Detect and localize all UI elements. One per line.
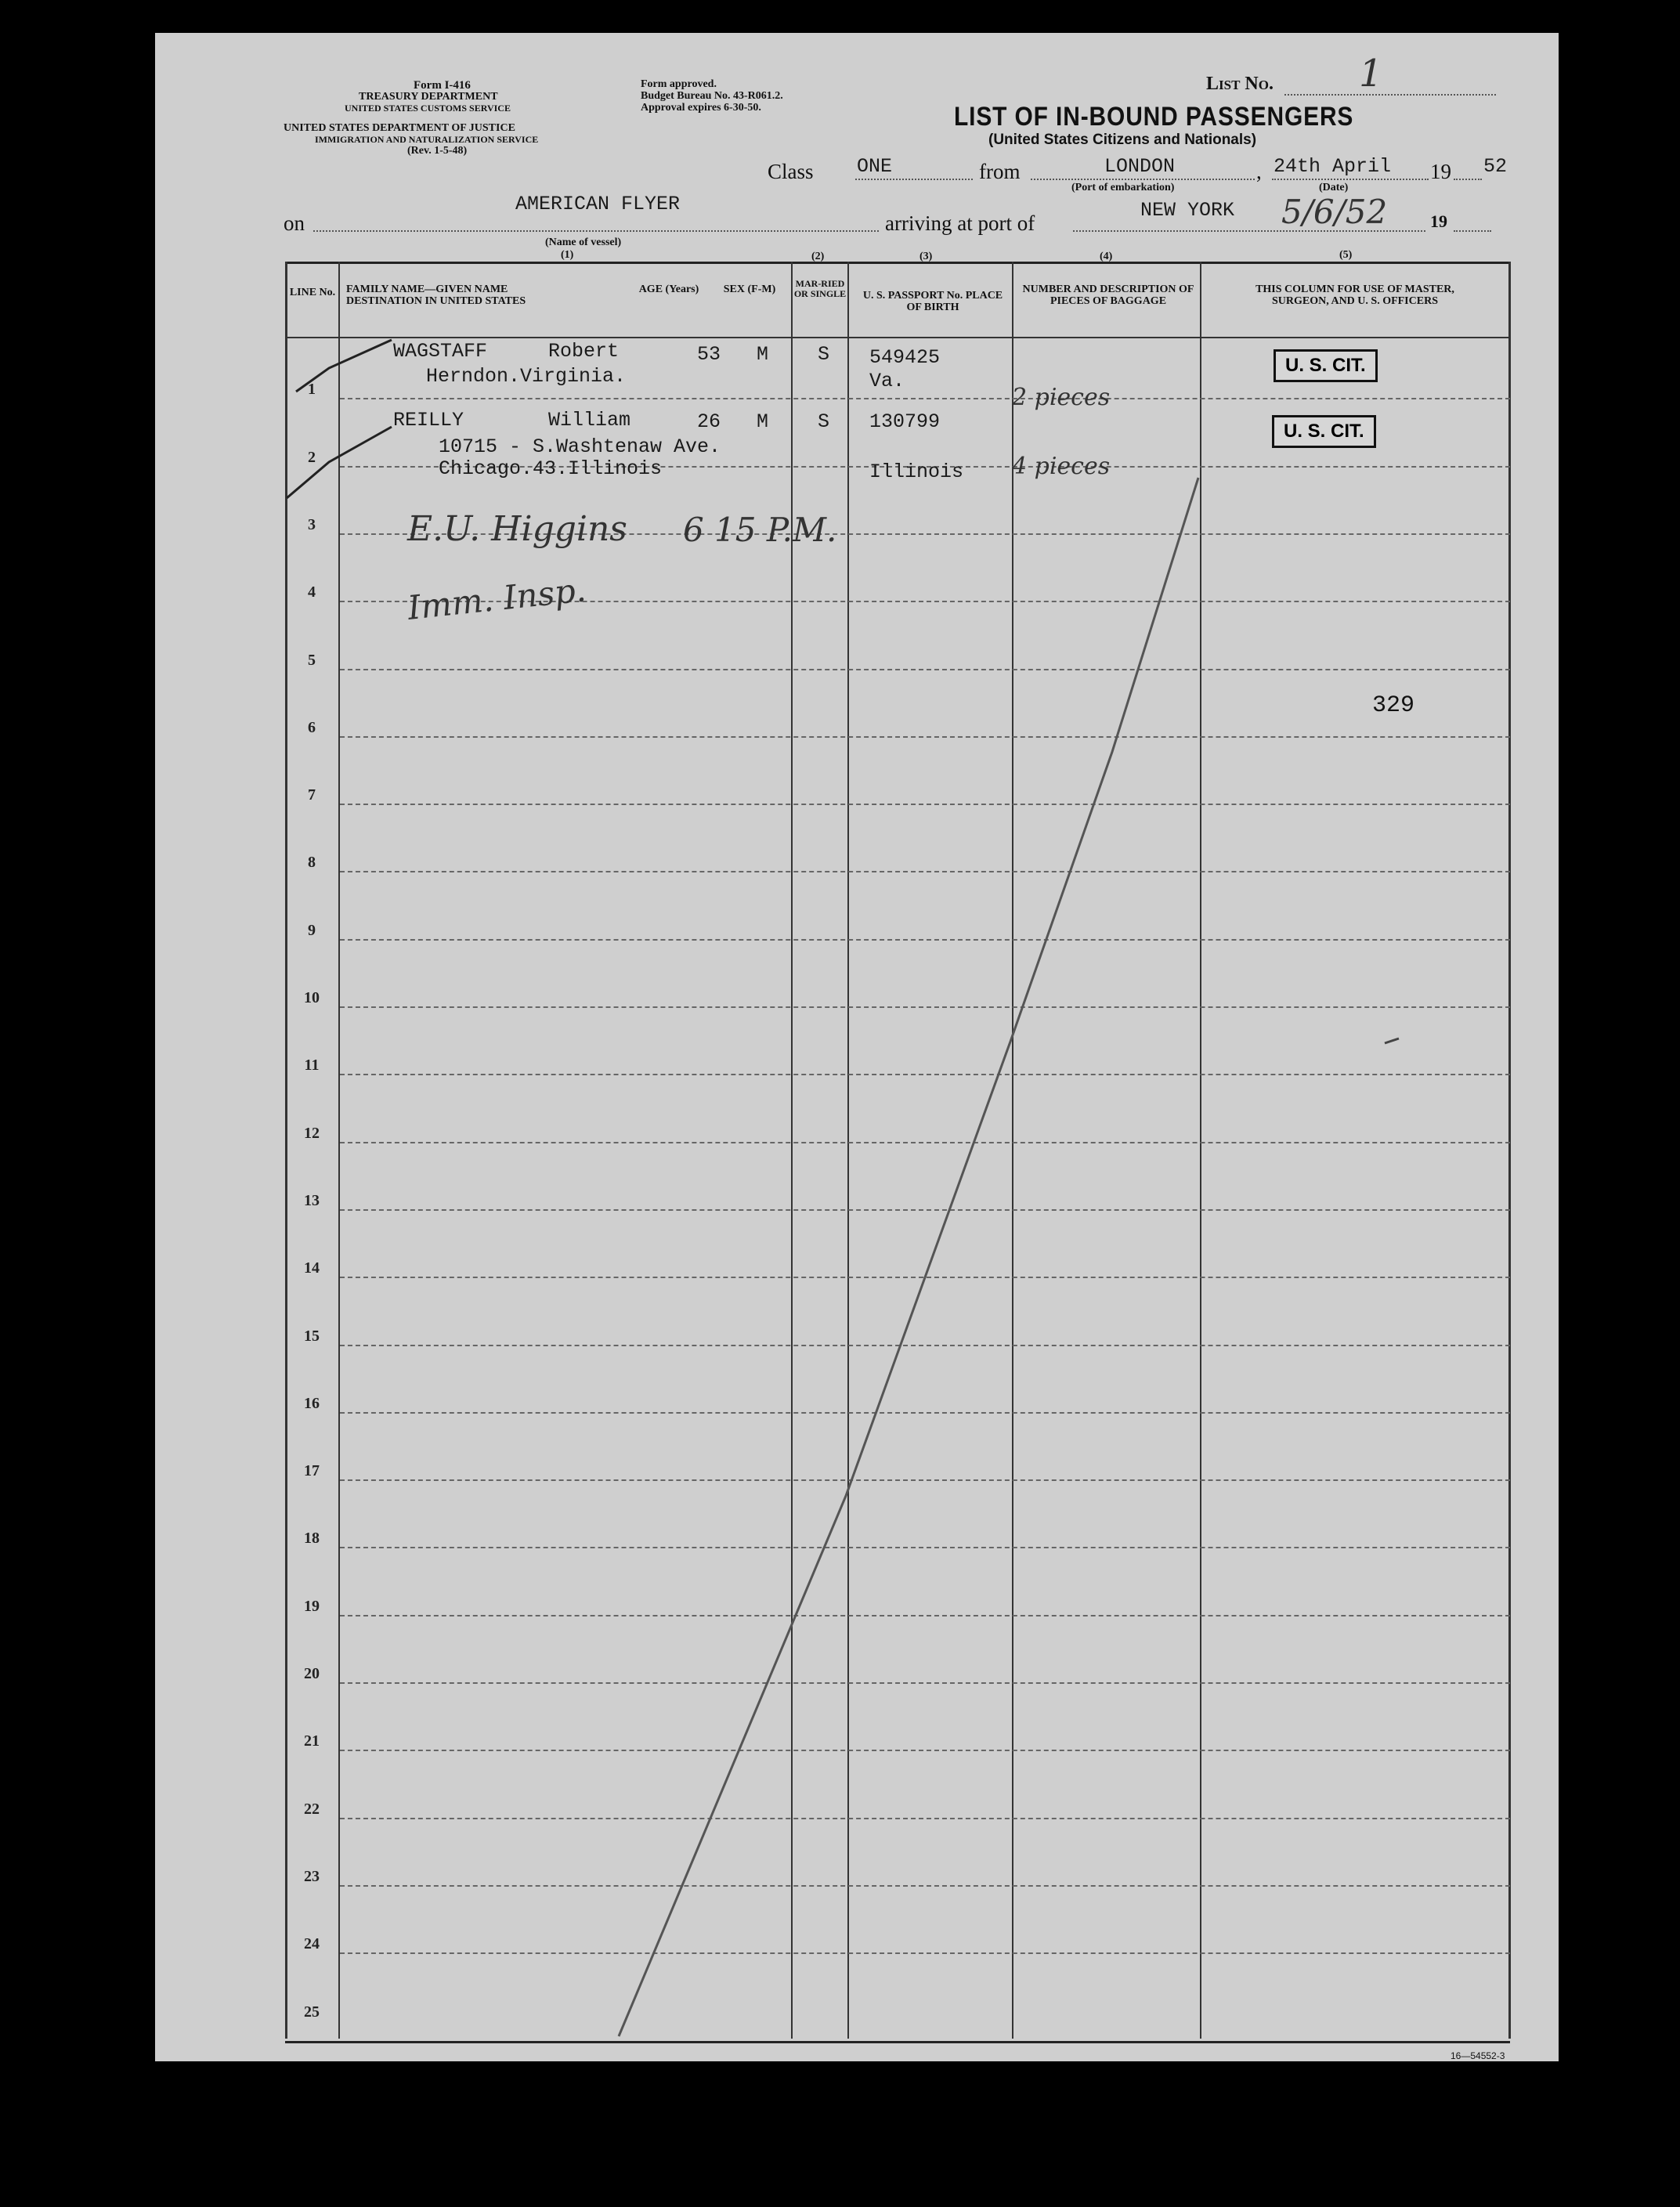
col-header-name: FAMILY NAME—GIVEN NAME DESTINATION IN UNITED STATES bbox=[346, 284, 526, 307]
ins-service: IMMIGRATION AND NATURALIZATION SERVICE bbox=[315, 134, 539, 145]
arrival-time: 6 15 P.M. bbox=[683, 511, 837, 549]
row-number: 18 bbox=[304, 1530, 320, 1548]
from-value: LONDON bbox=[1104, 155, 1176, 178]
arrival-year-prefix: 19 bbox=[1430, 211, 1447, 231]
row-number: 12 bbox=[304, 1124, 320, 1142]
col-3-number: (3) bbox=[919, 251, 933, 262]
footer-print-code: 16—54552-3 bbox=[1451, 2050, 1505, 2061]
form-approved: Form approved. bbox=[641, 78, 717, 90]
passenger-destination-line-2: Chicago.43.Illinois bbox=[439, 457, 663, 480]
passenger-destination: Herndon.Virginia. bbox=[426, 365, 627, 388]
page-title: LIST OF IN-BOUND PASSENGERS bbox=[954, 102, 1354, 132]
approval-expires: Approval expires 6-30-50. bbox=[641, 102, 761, 114]
inspector-title: Imm. Insp. bbox=[406, 570, 588, 627]
row-number: 23 bbox=[304, 1867, 320, 1885]
vessel-name: AMERICAN FLYER bbox=[515, 193, 681, 215]
row-number: 14 bbox=[304, 1259, 320, 1277]
row-number: 5 bbox=[308, 651, 316, 669]
date-value: 24th April bbox=[1274, 155, 1392, 178]
passenger-baggage: 2 pieces bbox=[1012, 384, 1111, 411]
vessel-caption: (Name of vessel) bbox=[545, 237, 622, 248]
row-number: 24 bbox=[304, 1935, 320, 1953]
row-number: 4 bbox=[308, 583, 316, 601]
row-number: 25 bbox=[304, 2003, 320, 2021]
passenger-destination: 10715 - S.Washtenaw Ave. bbox=[439, 435, 721, 458]
passenger-birthplace: Va. bbox=[869, 370, 905, 392]
row-number: 13 bbox=[304, 1191, 320, 1209]
passenger-passport-no: 130799 bbox=[869, 410, 941, 433]
stray-pen-mark bbox=[1385, 1038, 1399, 1043]
passenger-family-name: WAGSTAFF bbox=[393, 340, 488, 363]
row-number: 15 bbox=[304, 1327, 320, 1345]
class-label: Class bbox=[768, 160, 814, 183]
on-label: on bbox=[284, 211, 305, 235]
budget-bureau: Budget Bureau No. 43-R061.2. bbox=[641, 90, 783, 102]
us-citizen-stamp: U. S. CIT. bbox=[1272, 415, 1376, 448]
passenger-marital-status: S bbox=[818, 410, 830, 433]
col-1-number: (1) bbox=[561, 249, 574, 261]
list-no-label: List No. bbox=[1206, 74, 1274, 94]
form-number: Form I-416 bbox=[414, 79, 471, 92]
passenger-given-name: William bbox=[548, 409, 631, 432]
row-number: 9 bbox=[308, 921, 316, 939]
col-4-number: (4) bbox=[1100, 251, 1113, 262]
passenger-age: 26 bbox=[697, 410, 721, 433]
row-number: 21 bbox=[304, 1732, 320, 1750]
row-number: 7 bbox=[308, 786, 316, 804]
passenger-age: 53 bbox=[697, 343, 721, 366]
page-number: 329 bbox=[1372, 692, 1415, 719]
row-number: 20 bbox=[304, 1665, 320, 1682]
check-mark-icon bbox=[296, 340, 392, 392]
justice-department: UNITED STATES DEPARTMENT OF JUSTICE bbox=[284, 122, 515, 134]
year-prefix: 19 bbox=[1430, 160, 1451, 183]
row-number: 1 bbox=[308, 381, 316, 399]
year-value: 52 bbox=[1483, 155, 1508, 178]
arrival-date: 5/6/52 bbox=[1281, 193, 1388, 231]
passenger-family-name: REILLY bbox=[393, 409, 464, 432]
row-number: 10 bbox=[304, 989, 320, 1006]
comma: , bbox=[1256, 160, 1262, 183]
form-revision: (Rev. 1-5-48) bbox=[407, 145, 468, 157]
col-header-line: LINE No. bbox=[289, 287, 336, 298]
passenger-passport-no: 549425 bbox=[869, 346, 941, 369]
port-embarkation-caption: (Port of embarkation) bbox=[1071, 182, 1175, 193]
passenger-given-name: Robert bbox=[548, 340, 620, 363]
passenger-baggage: 4 pieces bbox=[1012, 453, 1111, 480]
row-number: 17 bbox=[304, 1462, 320, 1480]
from-label: from bbox=[979, 160, 1021, 183]
col-header-age: AGE (Years) bbox=[638, 284, 699, 295]
arriving-label: arriving at port of bbox=[885, 211, 1035, 235]
row-number: 11 bbox=[304, 1057, 320, 1075]
treasury-department: TREASURY DEPARTMENT bbox=[359, 91, 498, 103]
passenger-sex: M bbox=[757, 410, 769, 433]
row-number: 2 bbox=[308, 448, 316, 466]
col-header-married: MAR-RIED OR SINGLE bbox=[793, 278, 847, 299]
strike-through-line bbox=[619, 478, 1198, 2036]
date-caption: (Date) bbox=[1319, 182, 1349, 193]
class-value: ONE bbox=[857, 155, 893, 178]
inspector-signature: E.U. Higgins bbox=[407, 509, 627, 549]
passenger-marital-status: S bbox=[818, 343, 830, 366]
col-header-sex: SEX (F-M) bbox=[723, 284, 776, 295]
check-mark-icon bbox=[287, 427, 392, 498]
row-number: 22 bbox=[304, 1800, 320, 1818]
passenger-sex: M bbox=[757, 343, 769, 366]
col-header-officers: THIS COLUMN FOR USE OF MASTER, SURGEON, AND U. S. OFFICERS bbox=[1255, 284, 1454, 307]
col-5-number: (5) bbox=[1339, 249, 1353, 261]
customs-service: UNITED STATES CUSTOMS SERVICE bbox=[345, 103, 511, 114]
list-no-value: 1 bbox=[1359, 52, 1383, 96]
col-2-number: (2) bbox=[811, 251, 825, 262]
page-subtitle: (United States Citizens and Nationals) bbox=[988, 132, 1257, 148]
row-number: 6 bbox=[308, 718, 316, 736]
row-number: 16 bbox=[304, 1394, 320, 1412]
passenger-birthplace: Illinois bbox=[869, 461, 964, 483]
row-number: 19 bbox=[304, 1597, 320, 1615]
arrival-port: NEW YORK bbox=[1140, 199, 1235, 222]
col-header-passport: U. S. PASSPORT No. PLACE OF BIRTH bbox=[862, 290, 1003, 313]
row-number: 8 bbox=[308, 854, 316, 872]
row-number: 3 bbox=[308, 515, 316, 533]
us-citizen-stamp: U. S. CIT. bbox=[1274, 349, 1378, 382]
col-header-baggage: NUMBER AND DESCRIPTION OF PIECES OF BAGGAGE bbox=[1022, 284, 1194, 307]
